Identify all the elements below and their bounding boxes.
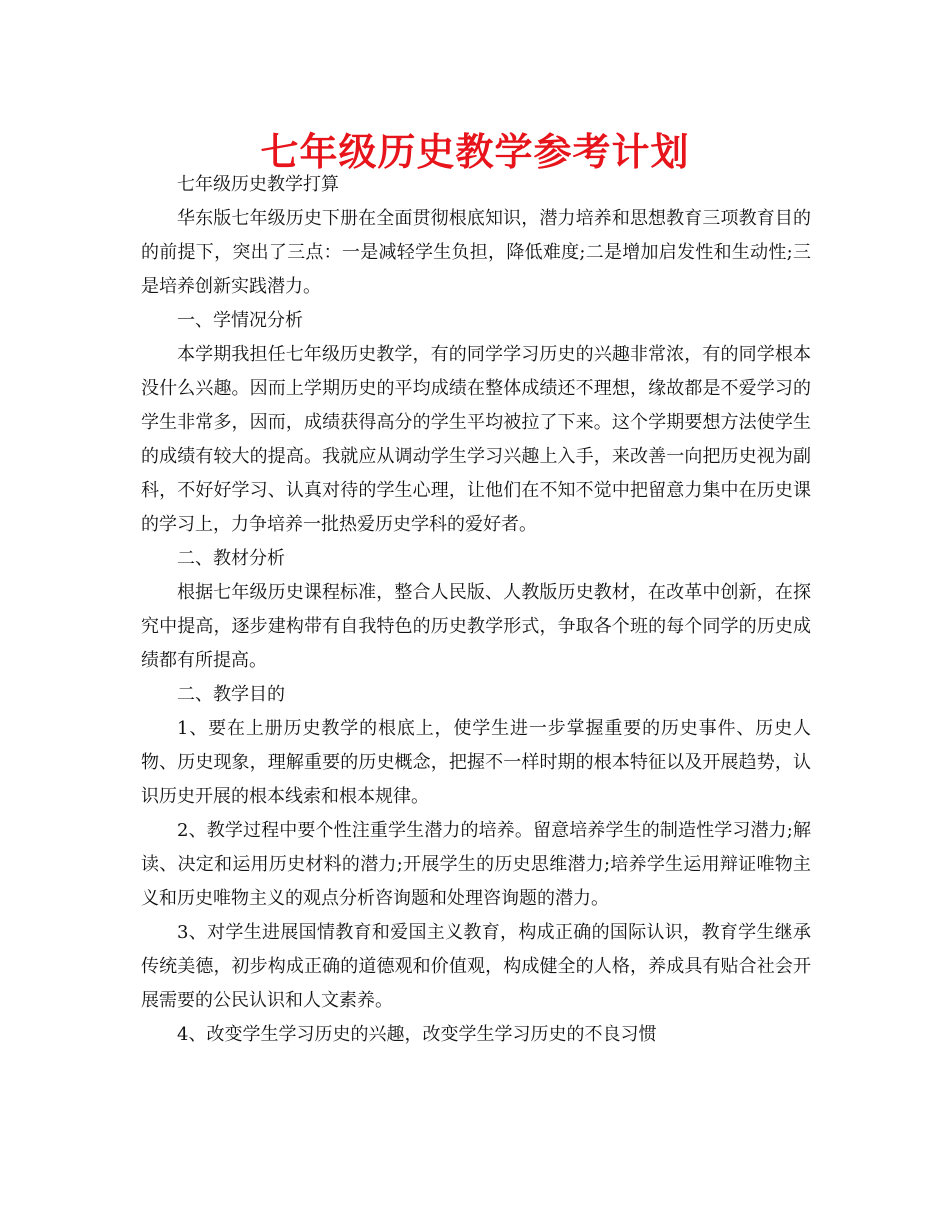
paragraph-situation: 本学期我担任七年级历史教学，有的同学学习历史的兴趣非常浓，有的同学根本没什么兴趣。因而上学期历史的平均成绩在整体成绩还不理想，缘故都是不爱学习的学生非常多，因而，成绩获得高分的学生平均被拉了下来。这个学期要想方法使学生的成绩有较大的提高。我就应从调动学生学习兴趣上入手，来改善一向把历史视为副科，不好好学习、认真对待的学生心理，让他们在不知不觉中把留意力集中在历史课的学习上，力争培养一批热爱历史学科的爱好者。 — [141, 344, 811, 535]
document-title: 七年级历史教学参考计划 — [260, 130, 690, 174]
paragraph-goal-3: 3、对学生进展国情教育和爱国主义教育，构成正确的国际认识，教育学生继承传统美德，初步构成正确的道德观和价值观，构成健全的人格，养成具有贴合社会开展需要的公民认识和人文素养。 — [141, 922, 811, 1011]
paragraph-textbook: 根据七年级历史课程标准，整合人民版、人教版历史教材，在改革中创新，在探究中提高，逐步建构带有自我特色的历史教学形式，争取各个班的每个同学的历史成绩都有所提高。 — [141, 582, 811, 671]
document-subtitle: 七年级历史教学打算 — [177, 174, 339, 195]
paragraph-goal-2: 2、教学过程中要个性注重学生潜力的培养。留意培养学生的制造性学习潜力;解读、决定和运用历史材料的潜力;开展学生的历史思维潜力;培养学生运用辩证唯物主义和历史唯物主义的观点分析咨询题和处理咨询题的潜力。 — [141, 820, 811, 909]
paragraph-goal-1: 1、要在上册历史教学的根底上，使学生进一步掌握重要的历史事件、历史人物、历史现象，理解重要的历史概念，把握不一样时期的根本特征以及开展趋势，认识历史开展的根本线索和根本规律。 — [141, 718, 811, 807]
section-heading-goals: 二、教学目的 — [177, 684, 285, 705]
paragraph-intro: 华东版七年级历史下册在全面贯彻根底知识，潜力培养和思想教育三项教育目的的前提下，突出了三点：一是减轻学生负担，降低难度;二是增加启发性和生动性;三是培养创新实践潜力。 — [141, 208, 811, 297]
section-heading-textbook: 二、教材分析 — [177, 548, 285, 569]
document-body — [141, 168, 811, 1052]
paragraph-goal-4: 4、改变学生学习历史的兴趣，改变学生学习历史的不良习惯 — [177, 1024, 657, 1045]
section-heading-situation: 一、学情况分析 — [177, 310, 303, 331]
